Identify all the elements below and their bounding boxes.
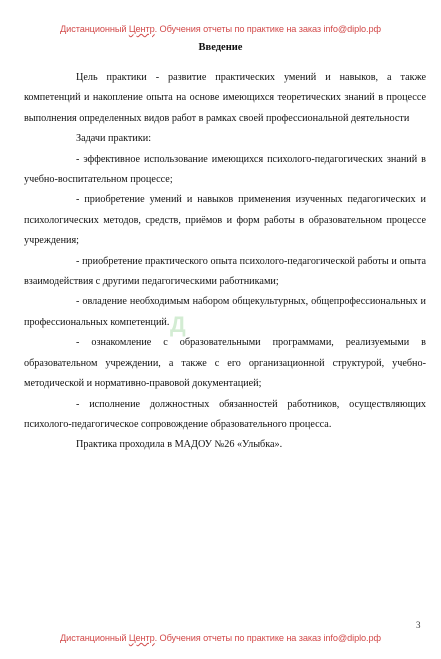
list-item-task-6: - исполнение должностных обязанностей работников, осуществляющих психолого-педагогическое сопровождение образовательного процесса. — [24, 398, 426, 430]
footer-watermark-link[interactable]: Центр — [128, 633, 155, 643]
document-title: Введение — [198, 42, 243, 53]
paragraph-practice-place: Практика проходила в МАДОУ №26 «Улыбка». — [76, 439, 283, 451]
paragraph-goal — [24, 68, 426, 129]
list-item-task-3: - приобретение практического опыта психолого-педагогической работы и опыта взаимодействия с другими педагогическими работниками; — [24, 255, 426, 288]
header-watermark-pre: Дистанционный — [60, 24, 129, 34]
footer-watermark-pre: Дистанционный — [60, 633, 129, 643]
paragraph-tasks-heading: Задачи практики: — [76, 133, 152, 145]
header-watermark-post: . Обучения отчеты по практике на заказ info@diplo.рф — [154, 24, 381, 34]
page-number: 3 — [416, 620, 421, 630]
faint-logo-mark: Д — [170, 312, 186, 337]
paragraph-goal-text: Цель практики - развитие практических умений и навыков, а также компетенций и накопление опыта на основе имеющихся теоретических знаний в процессе выполнения определенных видов работ в рамках своей профессиональной деятельности — [24, 72, 426, 124]
list-item-task-2: - приобретение умений и навыков применения изученных педагогических и психологических методов, средств, приёмов и форм работы в образовательном процессе учреждения; — [24, 194, 426, 247]
footer-watermark — [0, 633, 441, 643]
footer-watermark-post: . Обучения отчеты по практике на заказ info@diplo.рф — [154, 633, 381, 643]
list-item-task-4: - овладение необходимым набором общекультурных, общепрофессиональных и профессиональных компетенций. — [24, 296, 426, 328]
list-item-task-1: - эффективное использование имеющихся психолого-педагогических знаний в учебно-воспитательном процессе; — [24, 153, 426, 186]
list-item-task-5: - ознакомление с образовательными программами, реализуемыми в образовательном учреждении, а также с его организационной структурой, учебно-методической и нормативно-правовой документацией; — [24, 337, 426, 390]
header-watermark — [0, 24, 441, 34]
document-body — [24, 68, 426, 456]
header-watermark-link[interactable]: Центр — [128, 24, 155, 34]
